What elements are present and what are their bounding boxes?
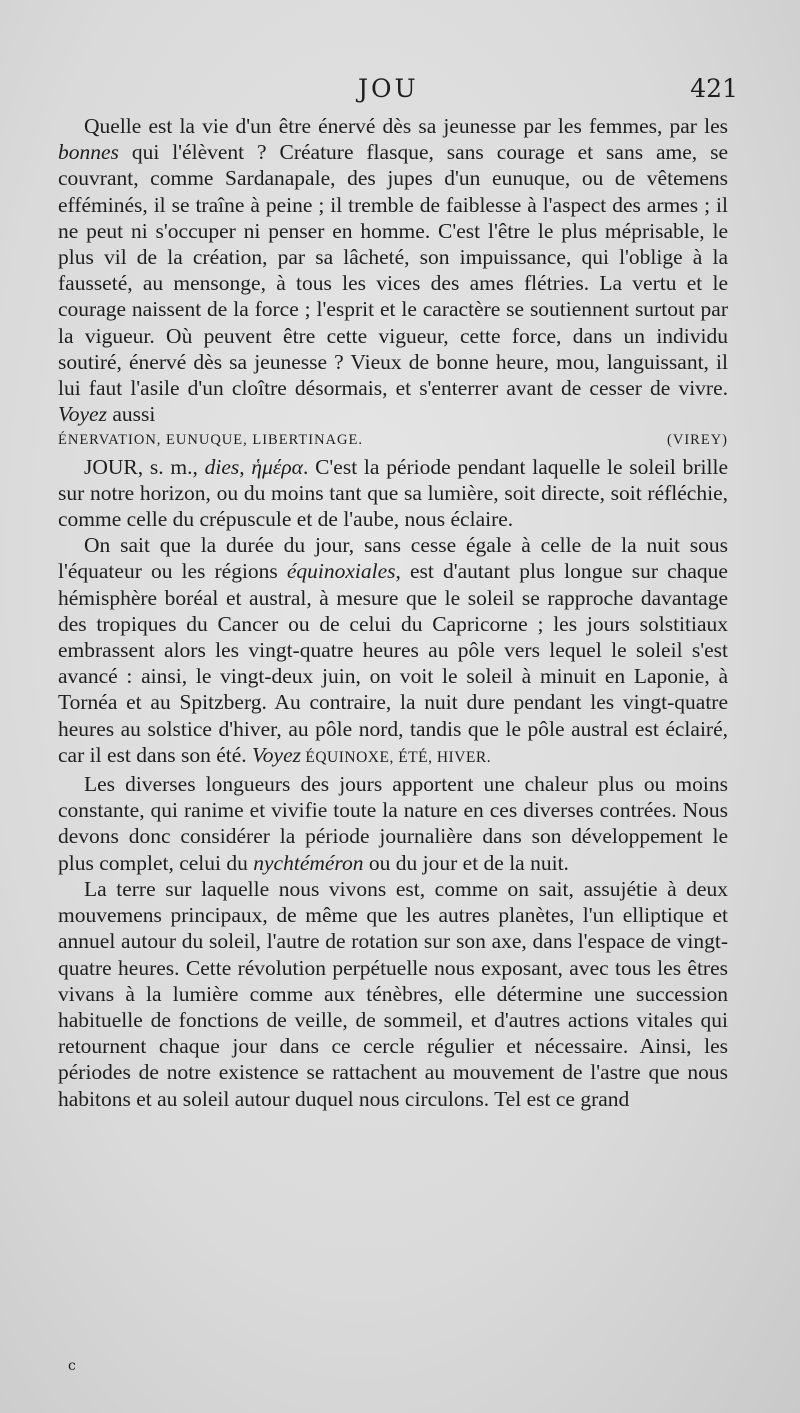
cross-references: ÉNERVATION, EUNUQUE, LIBERTINAGE. [58, 432, 363, 449]
latin-term: dies [204, 454, 240, 479]
page-number: 421 [690, 74, 738, 103]
text-run: aussi [106, 402, 156, 427]
running-head: JOU [358, 74, 419, 103]
text-run: La terre sur laquelle nous vivons est, comme on sait, assujétie à deux mouvemens principaux, de même que les autres planètes, l'un elliptique et annuel autour du soleil, l'autre de rotation sur son axe, dans l'espace de vingt-quatre heures. Cette révolution perpétuelle nous exposant, avec tous les êtres vivans à la lumière comme aux ténèbres, elle détermine une succession habituelle de fonctions de veille, de sommeil, et d'autres actions vitales qui retournent chaque jour dans ce cercle régulier et nécessaire. Ainsi, les périodes de notre existence se rattachent au mouvement de l'astre que nous habitons et au soleil autour duquel nous circulons. Tel est ce grand [58, 876, 728, 1111]
paragraph-jour-definition [58, 454, 728, 533]
greek-term: ἡμέρα [251, 454, 303, 479]
text-run: , s. m., [137, 454, 205, 479]
text-run: On sait que la durée du jour, sans cesse égale à celle de la nuit sous l'équateur ou les régions [58, 533, 728, 584]
footer-mark: c [68, 1358, 76, 1374]
emphasis: nychtéméron [253, 850, 364, 875]
text-run: Quelle est la vie d'un être énervé dès sa jeunesse par les femmes, par les [84, 114, 728, 138]
entry-headword: JOUR [84, 454, 138, 479]
paragraph-terre [58, 876, 728, 1112]
paragraph-duree-jour [58, 532, 728, 771]
body-text [58, 113, 728, 1112]
author-signature: (VIREY) [667, 432, 728, 449]
signoff-row [58, 427, 728, 453]
text-run: Les diverses longueurs des jours apportent une chaleur plus ou moins constante, qui ranime et vivifie toute la nature en ces diverses contrées. Nous devons donc considérer la période journalière dans son développement le plus complet, celui du [58, 772, 728, 875]
page-header [58, 74, 738, 108]
text-run: ou du jour et de la nuit. [363, 850, 569, 875]
text-run: , est d'autant plus longue sur chaque hémisphère boréal et austral, à mesure que le soleil se rapproche davantage des tropiques du Cancer ou de celui du Capricorne ; les jours solstitiaux embrassent alors les vingt-quatre heures au pôle vers lequel le soleil s'est avancé : ainsi, le vingt-deux juin, on voit le soleil à minuit en Laponie, à Tornéa et au Spitzberg. Au contraire, la nuit dure pendant les vingt-quatre heures au solstice d'hiver, au pôle nord, tandis que le pôle austral est éclairé, car il est dans son été. [58, 559, 728, 767]
paragraph-longueurs [58, 771, 728, 876]
voyez-label: Voyez [252, 742, 301, 767]
text-run: qui l'élèvent ? Créature flasque, sans courage et sans ame, se couvrant, comme Sardanapale, des jupes d'un eunuque, ou de vêtemens efféminés, il se traîne à peine ; il tremble de faiblesse à l'aspect des armes ; il ne peut ni s'occuper ni penser en homme. C'est l'être le plus méprisable, le plus vil de la création, par sa lâcheté, son impuissance, qui l'oblige à la fausseté, au mensonge, à tous les vices des ames flétries. La vertu et le courage naissent de la force ; l'esprit et le caractère se soutiennent surtout par la vigueur. Où peuvent être cette vigueur, cette force, dans un individu soutiré, énervé dès sa jeunesse ? Vieux de bonne heure, mou, languissant, il lui faut l'asile d'un cloître désormais, et s'enterrer avant de cesser de vivre. [58, 140, 728, 401]
text-run: . C'est la période pendant laquelle le soleil brille sur notre horizon, ou du moins tant que sa lumière, soit directe, soit réfléchie, comme celle du crépuscule et de l'aube, nous éclaire. [58, 454, 729, 532]
emphasis: équinoxiales [286, 559, 396, 584]
paragraph-eunuque [58, 113, 728, 427]
text-run: , [239, 454, 252, 479]
cross-references: ÉQUINOXE, ÉTÉ, HIVER. [301, 748, 492, 766]
emphasis: bonnes [58, 140, 119, 165]
voyez-label: Voyez [58, 402, 107, 427]
